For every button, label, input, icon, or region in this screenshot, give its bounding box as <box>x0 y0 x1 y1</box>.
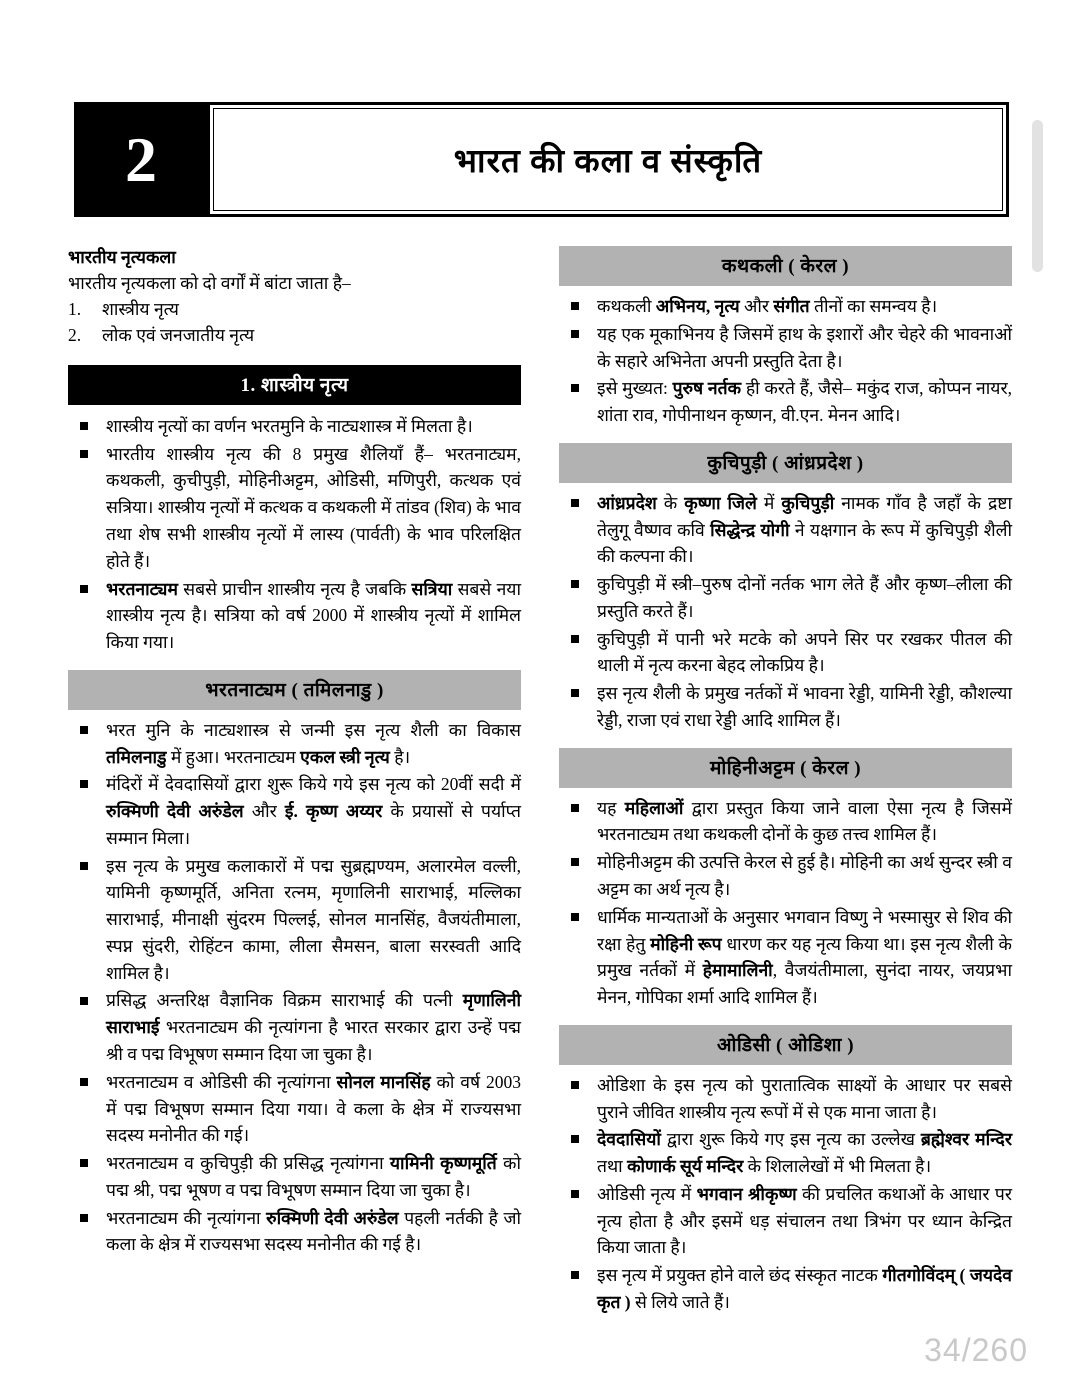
list-item-text: भरतनाट्यम की नृत्यांगना है भारत सरकार द्वारा उन्हें पद्म श्री व पद्म विभूषण सम्मान दिया जा चुका है। <box>106 1017 521 1064</box>
list-item-text: तथा <box>597 1156 628 1177</box>
list-item-label: लोक एवं जनजातीय नृत्य <box>102 325 255 346</box>
list-item-text: द्वारा शुरू किये गए इस नृत्य का उल्लेख <box>660 1129 921 1150</box>
emphasis: ई. कृष्ण अय्यर <box>284 801 383 822</box>
list-item-text: भरतनाट्यम व कुचिपुड़ी की प्रसिद्ध नृत्यांगना <box>106 1153 390 1174</box>
section-heading-classical-dance: 1. शास्त्रीय नृत्य <box>68 365 521 405</box>
emphasis: संगीत <box>773 296 810 316</box>
list-item <box>68 1069 521 1149</box>
list-item-text: से लिये जाते हैं। <box>630 1291 730 1312</box>
square-bullet-icon <box>80 1159 88 1167</box>
list-item <box>68 297 521 323</box>
emphasis: आंध्रप्रदेश <box>597 492 657 513</box>
list-item-text: और <box>243 801 285 822</box>
list-item-text: में <box>756 492 782 513</box>
list-item-text: इसे मुख्यत: <box>597 378 673 399</box>
emphasis: ब्रह्मेश्वर मन्दिर <box>920 1129 1012 1150</box>
emphasis: हेमामालिनी <box>702 960 773 981</box>
square-bullet-icon <box>571 1190 579 1198</box>
square-bullet-icon <box>571 499 579 507</box>
list-item-text: है। <box>389 746 411 767</box>
section-heading-bharatnatyam: भरतनाट्यम ( तमिलनाडु ) <box>68 670 521 710</box>
emphasis: मोहिनी रूप <box>650 933 722 954</box>
square-bullet-icon <box>571 913 579 921</box>
list-item-number: 1. <box>68 299 82 320</box>
list-item-text: ने यक्षगान के रूप में कुचिपुड़ी शैली की कल्पना की। <box>597 519 1012 567</box>
square-bullet-icon <box>571 635 579 643</box>
square-bullet-icon <box>571 1135 579 1143</box>
list-item <box>559 321 1012 375</box>
list-item-text: भारतीय शास्त्रीय नृत्य की 8 प्रमुख शैलियाँ हैं– भरतनाट्यम, कथकली, कुचीपुड़ी, मोहिनीअट्टम, ओडिसी, मणिपुरी, कत्थक एवं सत्रिया। शास्त्रीय नृत्यों में कत्थक व कथकली में तांडव (शिव) के भाव तथा शेष सभी शास्त्रीय नृत्यों में लास्य (पार्वती) के भाव परिलक्षित होते हैं। <box>106 443 521 571</box>
list-item <box>68 576 521 656</box>
kuchipudi-bullets <box>559 490 1012 734</box>
body-columns <box>68 246 1012 1317</box>
list-item-text: को पद्म श्री, पद्म भूषण व पद्म विभूषण सम्मान दिया जा चुका है। <box>106 1153 521 1200</box>
square-bullet-icon <box>571 858 579 866</box>
square-bullet-icon <box>80 997 88 1005</box>
list-item-text: इस नृत्य शैली के प्रमुख नर्तकों में भावना रेड्डी, यामिनी रेड्डी, कौशल्या रेड्डी, राजा एवं राधा रेड्डी आदि शामिल हैं। <box>597 683 1012 730</box>
list-item-text: की प्रचलित कथाओं के आधार पर नृत्य होता है और इसमें धड़ संचालन तथा त्रिभंग पर ध्यान केन्द्रित किया जाता है। <box>597 1183 1013 1258</box>
left-column <box>68 246 521 1317</box>
emphasis: अभिनय, नृत्य <box>655 296 740 316</box>
section-heading-odissi: ओडिसी ( ओडिशा ) <box>559 1025 1012 1065</box>
list-item-text: के प्रयासों से पर्याप्त सम्मान मिला। <box>106 801 522 848</box>
list-item-text: भरतनाट्यम की नृत्यांगना <box>106 1207 267 1228</box>
list-item-text: कथकली <box>597 296 656 316</box>
list-item-text: पहली नर्तकी है जो कला के क्षेत्र में राज्यसभा सदस्य मनोनीत की गई है। <box>106 1207 521 1255</box>
list-item <box>68 717 521 771</box>
page-indicator: 34/260 <box>924 1332 1028 1368</box>
list-item <box>559 1072 1012 1126</box>
list-item-text: इस नृत्य के प्रमुख कलाकारों में पद्म सुब्रह्मण्यम, अलारमेल वल्ली, यामिनी कृष्णमूर्ति, अनिता रत्नम, मृणालिनी साराभाई, मल्लिका साराभाई, मीनाक्षी सुंदरम पिल्लई, सोनल मानसिंह, वैजयंतीमाला, स्पप्न सुंदरी, रोहिंटन कामा, लीला सैमसन, बाला सरस्वती आदि शामिल है। <box>106 855 521 983</box>
square-bullet-icon <box>571 1081 579 1089</box>
bharatnatyam-bullets <box>68 717 521 1258</box>
chapter-number: 2 <box>125 123 156 195</box>
list-item <box>68 853 521 987</box>
right-column <box>559 246 1012 1317</box>
list-item <box>559 849 1012 903</box>
chapter-number-box <box>74 102 207 217</box>
square-bullet-icon <box>80 450 88 458</box>
list-item-text: कुचिपुड़ी में स्त्री–पुरुष दोनों नर्तक भाग लेते हैं और कृष्ण–लीला की प्रस्तुति करते हैं। <box>597 574 1012 621</box>
square-bullet-icon <box>80 422 88 430</box>
list-item-text: द्वारा प्रस्तुत किया जाने वाला ऐसा नृत्य है जिसमें भरतनाट्यम तथा कथकली दोनों के कुछ तत्त्व शामिल हैं। <box>597 797 1012 845</box>
list-item-text: के शिलालेखों में भी मिलता है। <box>743 1156 932 1177</box>
emphasis: तमिलनाडु <box>106 746 167 767</box>
list-item-text: तीनों का समन्वय है। <box>809 296 938 316</box>
list-item <box>559 1181 1012 1261</box>
emphasis: सत्रिया <box>411 578 453 599</box>
list-item <box>68 771 521 851</box>
list-item-text: धारण कर यह नृत्य किया था। इस नृत्य शैली के प्रमुख नर्तकों में <box>597 933 1012 981</box>
list-item-text: प्रसिद्ध अन्तरिक्ष वैज्ञानिक विक्रम साराभाई की पत्नी <box>106 990 463 1011</box>
vertical-scrollbar-track[interactable] <box>1058 0 1080 1391</box>
list-item-label: शास्त्रीय नृत्य <box>102 299 179 320</box>
square-bullet-icon <box>80 780 88 788</box>
classical-dance-bullets <box>68 413 521 656</box>
chapter-title-box <box>207 102 1009 217</box>
list-item <box>68 413 521 440</box>
list-item-text: यह एक मूकाभिनय है जिसमें हाथ के इशारों और चेहरे की भावनाओं के सहारे अभिनेता अपनी प्रस्तुति देता है। <box>597 323 1012 371</box>
kathakali-bullets <box>559 293 1012 429</box>
list-item <box>559 375 1012 429</box>
emphasis: रुक्मिणी देवी अरुंडेल <box>266 1207 399 1228</box>
list-item-text: और <box>739 296 774 316</box>
list-item <box>68 323 521 349</box>
list-item <box>559 1126 1012 1180</box>
list-item-text: शास्त्रीय नृत्यों का वर्णन भरतमुनि के नाट्यशास्त्र में मिलता है। <box>106 415 473 436</box>
list-item <box>559 490 1012 570</box>
chapter-title: भारत की कला व संस्कृति <box>453 144 763 180</box>
section-heading-mohiniattam: मोहिनीअट्टम ( केरल ) <box>559 748 1012 788</box>
list-item <box>559 626 1012 680</box>
mohiniattam-bullets <box>559 795 1012 1011</box>
list-item <box>559 293 1012 320</box>
list-item <box>559 680 1012 734</box>
square-bullet-icon <box>571 330 579 338</box>
list-item-text: में हुआ। भरतनाट्यम <box>166 746 301 767</box>
emphasis: कृष्णा जिले <box>684 492 757 513</box>
list-item <box>559 904 1012 1011</box>
list-item <box>68 1205 521 1259</box>
list-item <box>559 571 1012 625</box>
intro-numbered-list <box>68 297 521 349</box>
list-item-text: यह <box>597 797 625 818</box>
list-item-text: सबसे नया शास्त्रीय नृत्य है। सत्रिया को वर्ष 2000 में शास्त्रीय नृत्यों में शामिल किया गया। <box>106 578 521 653</box>
list-item-text: धार्मिक मान्यताओं के अनुसार भगवान विष्णु ने भस्मासुर से शिव की रक्षा हेतु <box>597 906 1012 954</box>
list-item-text: भरत मुनि के नाट्यशास्त्र से जन्मी इस नृत्य शैली का विकास <box>106 719 521 740</box>
square-bullet-icon <box>571 804 579 812</box>
list-item-text: मोहिनीअट्टम की उत्पत्ति केरल से हुई है। मोहिनी का अर्थ सुन्दर स्त्री व अट्टम का अर्थ नृत्य है। <box>597 852 1012 900</box>
odissi-bullets <box>559 1072 1012 1316</box>
emphasis: एकल स्त्री नृत्य <box>300 746 390 767</box>
emphasis: कोणार्क सूर्य मन्दिर <box>627 1156 744 1177</box>
square-bullet-icon <box>80 1214 88 1222</box>
list-item <box>68 441 521 575</box>
list-item-text: ओडिशा के इस नृत्य को पुरातात्विक साक्ष्यों के आधार पर सबसे पुराने जीवित शास्त्रीय नृत्य रूपों में से एक माना जाता है। <box>597 1074 1012 1122</box>
square-bullet-icon <box>80 862 88 870</box>
list-item-text: ही करते हैं, जैसे– मकुंद राज, कोप्पन नायर, शांता राव, गोपीनाथन कृष्णन, वी.एन. मेनन आदि। <box>597 378 1012 426</box>
section-heading-kuchipudi: कुचिपुड़ी ( आंध्रप्रदेश ) <box>559 443 1012 483</box>
section-heading-kathakali: कथकली ( केरल ) <box>559 246 1012 286</box>
list-item-text: मंदिरों में देवदासियों द्वारा शुरू किये गये इस नृत्य को 20वीं सदी में <box>106 774 521 795</box>
emphasis: महिलाओं <box>624 797 684 818</box>
list-item-text: के <box>656 492 685 513</box>
emphasis: यामिनी कृष्णमूर्ति <box>389 1153 497 1174</box>
emphasis: रुक्मिणी देवी अरुंडेल <box>106 801 244 822</box>
chapter-header <box>74 102 1009 217</box>
square-bullet-icon <box>571 1271 579 1279</box>
list-item <box>559 795 1012 849</box>
emphasis: सोनल मानसिंह <box>336 1071 431 1092</box>
list-item-text: भरतनाट्यम व ओडिसी की नृत्यांगना <box>106 1071 337 1092</box>
list-item-text: सबसे प्राचीन शास्त्रीय नृत्य है जबकि <box>177 578 412 599</box>
list-item-text: ओडिसी नृत्य में <box>597 1183 697 1204</box>
square-bullet-icon <box>571 384 579 392</box>
list-item-text: , वैजयंतीमाला, सुनंदा नायर, जयप्रभा मेनन, गोपिका शर्मा आदि शामिल हैं। <box>597 960 1012 1008</box>
emphasis: कुचिपुड़ी <box>781 492 835 513</box>
square-bullet-icon <box>80 1078 88 1086</box>
emphasis: मृणालिनी साराभाई <box>106 990 521 1038</box>
emphasis: देवदासियों <box>597 1129 661 1150</box>
list-item <box>559 1262 1012 1316</box>
list-item-number: 2. <box>68 325 82 346</box>
square-bullet-icon <box>571 580 579 588</box>
vertical-scrollbar-thumb[interactable] <box>1032 120 1043 272</box>
list-item <box>68 987 521 1067</box>
emphasis: गीतगोविंदम् ( जयदेव कृत ) <box>597 1265 1013 1312</box>
intro-lead: भारतीय नृत्यकला को दो वर्गों में बांटा जाता है– <box>68 272 351 293</box>
square-bullet-icon <box>80 585 88 593</box>
emphasis: पुरुष नर्तक <box>672 378 742 399</box>
emphasis: सिद्धेन्द्र योगी <box>710 519 790 540</box>
list-item-text: कुचिपुड़ी में पानी भरे मटके को अपने सिर पर रखकर पीतल की थाली में नृत्य करना बेहद लोकप्रिय है। <box>597 628 1012 676</box>
list-item <box>68 1150 521 1204</box>
emphasis: भगवान श्रीकृष्ण <box>696 1183 797 1204</box>
list-item-text: इस नृत्य में प्रयुक्त होने वाले छंद संस्कृत नाटक <box>597 1265 883 1286</box>
intro-heading: भारतीय नृत्यकला <box>68 247 176 267</box>
square-bullet-icon <box>80 726 88 734</box>
square-bullet-icon <box>571 302 579 310</box>
list-item-text: नामक गाँव है जहाँ के द्रष्टा तेलुगू वैष्णव कवि <box>597 492 1012 540</box>
emphasis: भरतनाट्यम <box>106 578 178 599</box>
list-item-text: को वर्ष 2003 में पद्म विभूषण सम्मान दिया गया। वे कला के क्षेत्र में राज्यसभा सदस्य मनोनीत की गई। <box>106 1071 521 1146</box>
square-bullet-icon <box>571 689 579 697</box>
